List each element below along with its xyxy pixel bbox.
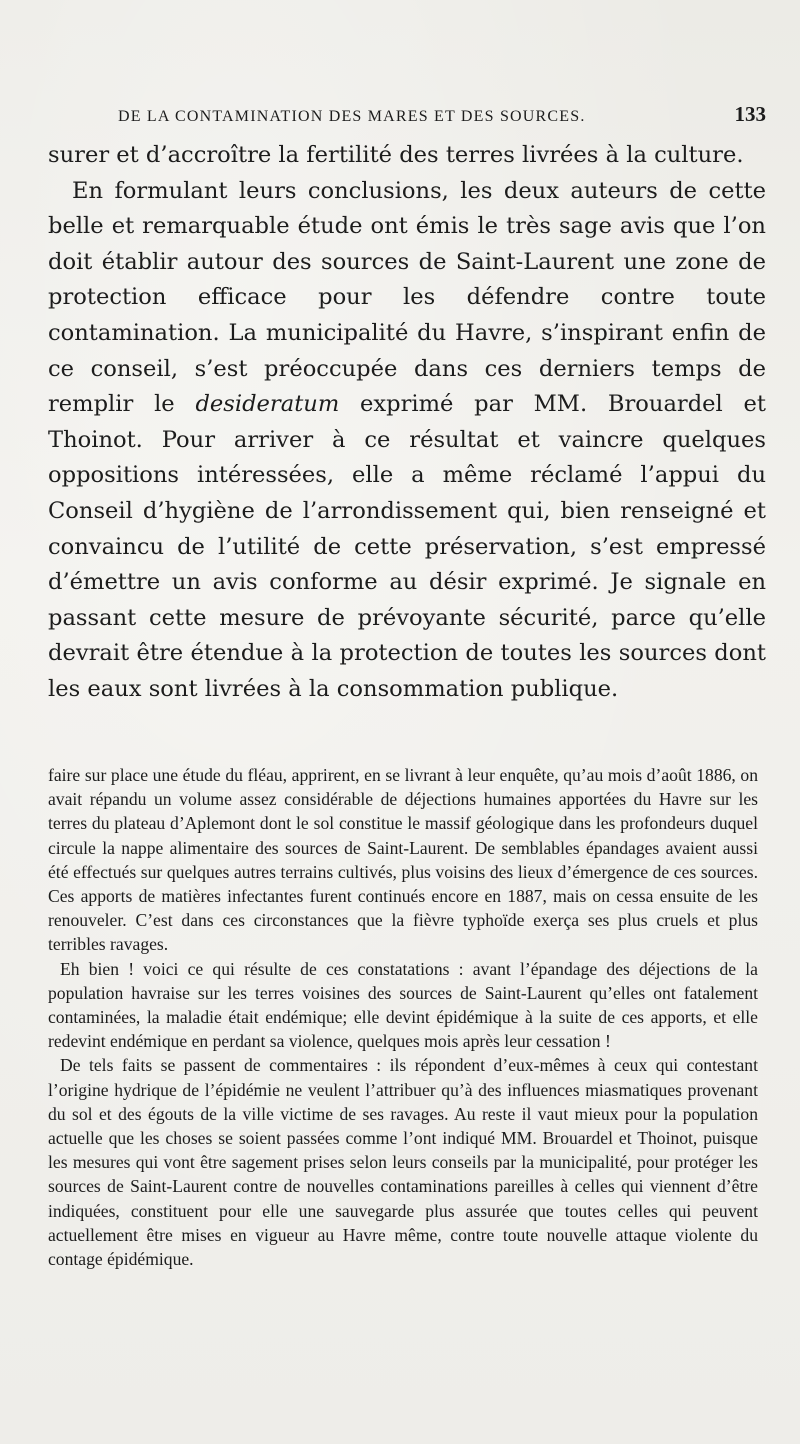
paragraph-conclusions — [48, 174, 766, 708]
paragraph-text-end: exprimé par MM. Brouardel et Thoinot. Pour arriver à ce résultat et vaincre quelques oppositions intéressées, elle a même réclamé l’appui du Conseil d’hygiène de l’arrondissement qui, bien renseigné et convaincu de l’utilité de cette préservation, s’est empressé d’émettre un avis conforme au désir exprimé. Je signale en passant cette mesure de prévoyante sécurité, parce qu’elle devrait être étendue à la protection de toutes les sources dont les eaux sont livrées à la consommation publique. — [48, 391, 766, 702]
page-number: 133 — [734, 102, 766, 126]
footnote-paragraph: Eh bien ! voici ce qui résulte de ces constatations : avant l’épandage des déjections de la population havraise sur les terres voisines des sources de Saint-Laurent qu’elles ont fatalement contaminées, la maladie était endémique; elle devint épidémique à la suite de ces apports, et elle redevint endémique en perdant sa violence, quelques mois après leur cessation ! — [48, 958, 758, 1052]
main-text — [48, 138, 766, 708]
footnote-paragraph: De tels faits se passent de commentaires : ils répondent d’eux-mêmes à ceux qui contestant l’origine hydrique de l’épidémie ne veulent l’attribuer qu’à des influences miasmatiques provenant du sol et des égouts de la ville victime de ses ravages. Au reste il vaut mieux pour la population actuelle que les choses se soient passées comme l’ont indiqué MM. Brouardel et Thoinot, puisque les mesures qui vont être sagement prises selon leurs conseils par la municipalité, pour protéger les sources de Saint-Laurent contre de nouvelles contaminations pareilles à celles qui viennent d’être indiquées, constituent pour elle une sauvegarde plus assurée que toutes celles qui peuvent actuellement être mises en vigueur au Havre même, contre toute nouvelle attaque violente du contage épidémique. — [48, 1055, 758, 1270]
paragraph-continuation: surer et d’accroître la fertilité des terres livrées à la culture. — [48, 142, 744, 168]
footnote-block — [48, 763, 758, 1271]
footnote-paragraph: faire sur place une étude du fléau, apprirent, en se livrant à leur enquête, qu’au mois d’août 1886, on avait répandu un volume assez considérable de déjections humaines apportées du Havre sur les terres du plateau d’Aplemont dont le sol constitue le massif géologique dans les profondeurs duquel circule la nappe alimentaire des sources de Saint-Laurent. De semblables épandages avaient aussi été effectués sur quelques autres terrains cultivés, plus voisins des lieux d’émergence de ces sources. Ces apports de matières infectantes furent continués encore en 1887, mais on cessa ensuite de les renouveler. C’est dans ces circonstances que la fièvre typhoïde exerça ses plus cruels et plus terribles ravages. — [48, 765, 758, 955]
paragraph-text-start: En formulant leurs conclusions, les deux auteurs de cette belle et remarquable étude ont émis le très sage avis que l’on doit établir autour des sources de Saint-Laurent une zone de protection efficace pour les défendre contre toute contamination. La municipalité du Havre, s’inspirant enfin de ce conseil, s’est préoccupée dans ces derniers temps de remplir le — [48, 177, 766, 418]
running-title: DE LA CONTAMINATION DES MARES ET DES SOURCES. — [118, 108, 586, 125]
running-head — [118, 102, 766, 128]
italic-term: desideratum — [195, 391, 340, 418]
